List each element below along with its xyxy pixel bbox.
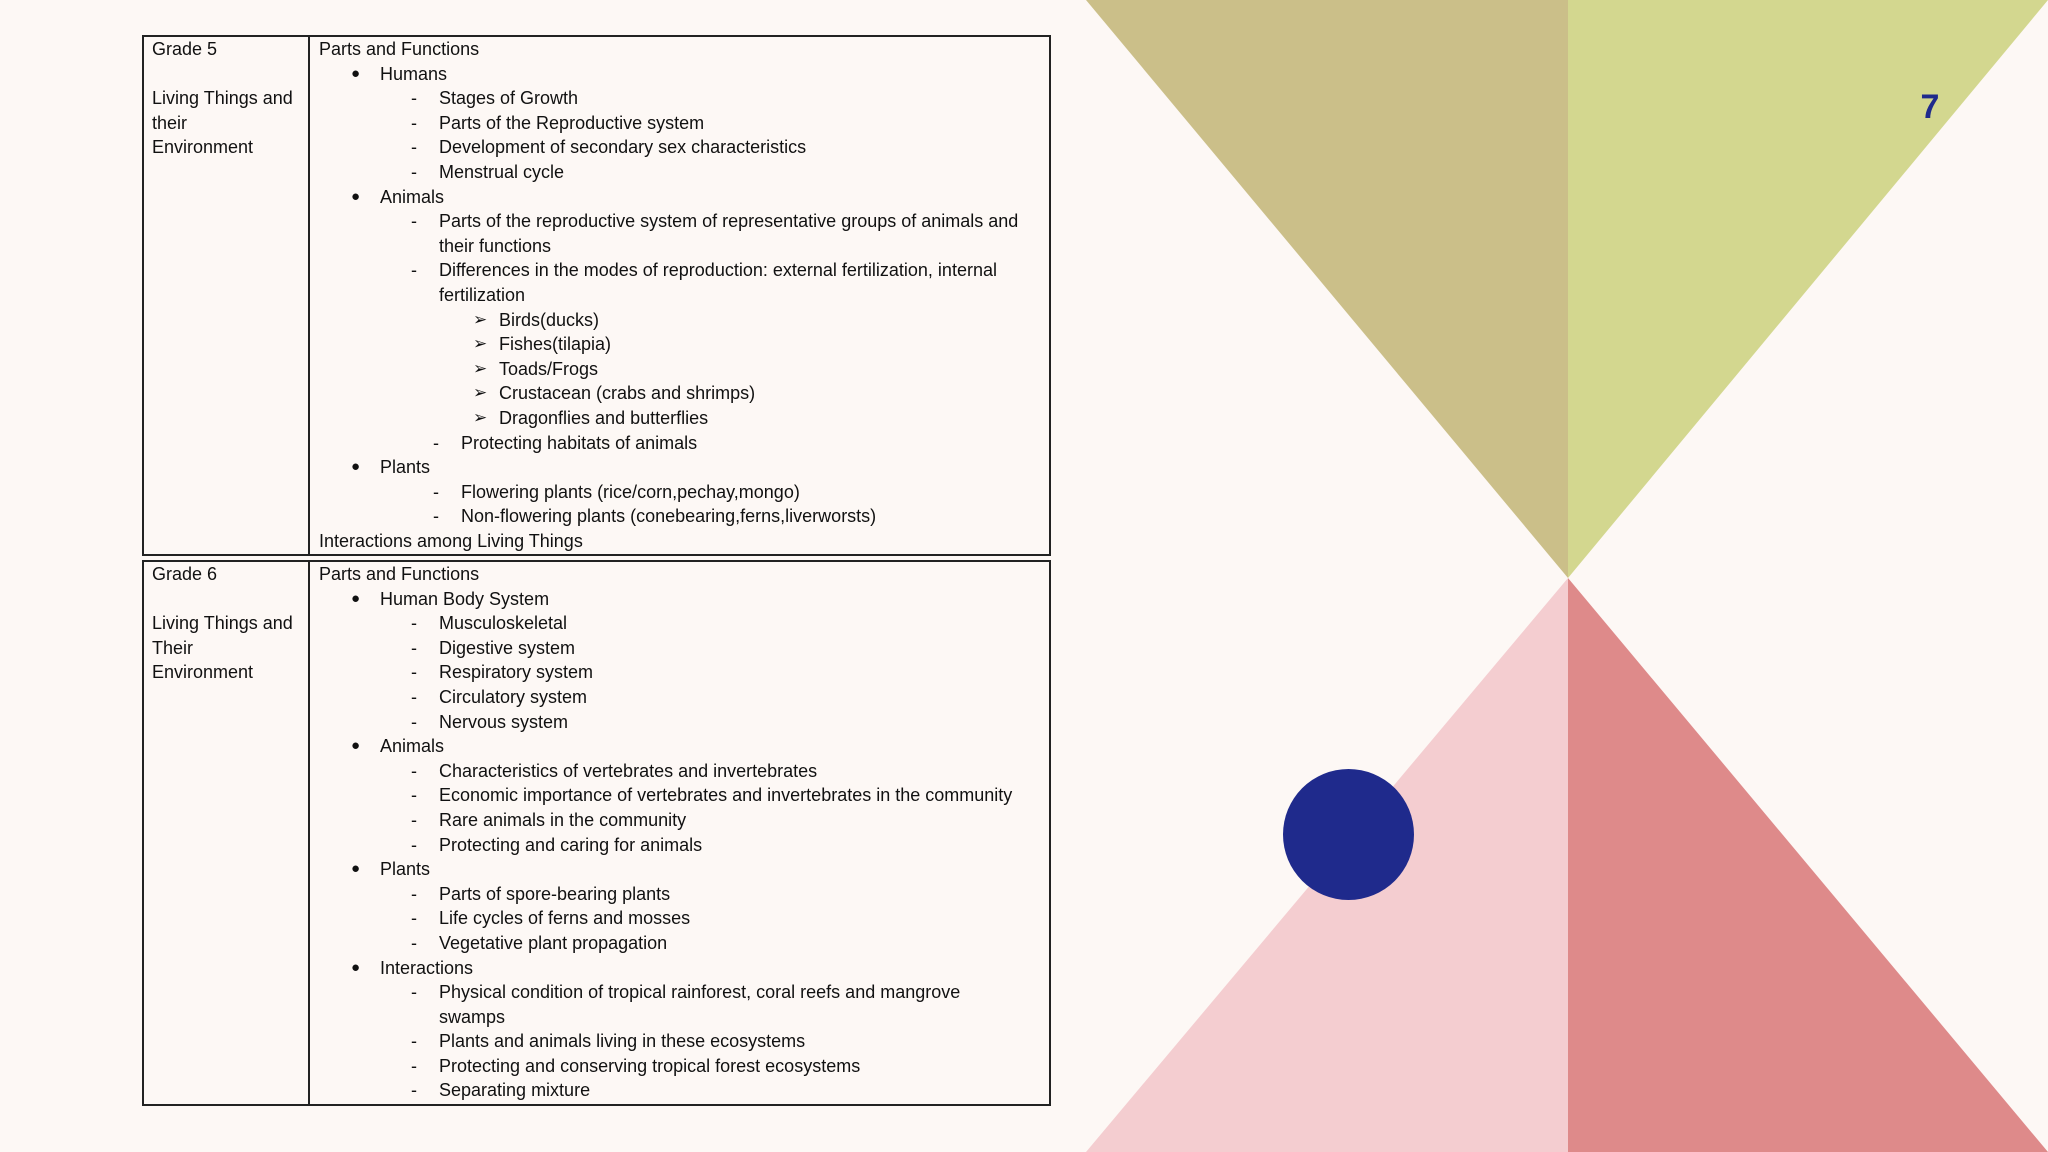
dash-icon: - bbox=[411, 1080, 417, 1101]
dash-icon: - bbox=[411, 686, 417, 707]
arrow-bullet-icon: ➢ bbox=[473, 358, 488, 378]
list-item: - Circulatory system bbox=[319, 685, 1045, 710]
list-item: - Flowering plants (rice/corn,pechay,mongo) bbox=[319, 480, 1045, 505]
dash-icon: - bbox=[411, 908, 417, 929]
topic-line: Living Things and bbox=[152, 88, 293, 109]
dash-icon: - bbox=[411, 785, 417, 806]
list-item: ● Animals bbox=[319, 185, 1045, 210]
dash-icon: - bbox=[411, 809, 417, 830]
table-row-grade6 bbox=[142, 560, 1051, 1106]
bullet-icon: ● bbox=[351, 589, 361, 607]
list-item: ➢ Dragonflies and butterflies bbox=[319, 406, 1045, 431]
list-item: - Protecting and conserving tropical forest ecosystems bbox=[319, 1054, 1045, 1079]
arrow-bullet-icon: ➢ bbox=[473, 334, 488, 354]
column-divider bbox=[308, 560, 310, 1106]
arrow-bullet-icon: ➢ bbox=[473, 309, 488, 329]
dash-icon: - bbox=[411, 613, 417, 634]
list-item: ● Animals bbox=[319, 734, 1045, 759]
bullet-icon: ● bbox=[351, 737, 361, 755]
topic-line: Living Things and bbox=[152, 613, 293, 634]
bullet-icon: ● bbox=[351, 458, 361, 476]
list-item: - Separating mixture bbox=[319, 1078, 1045, 1103]
grade-label: Grade 6 bbox=[152, 564, 218, 584]
dash-icon: - bbox=[411, 112, 417, 133]
list-item: - Nervous system bbox=[319, 710, 1045, 735]
green-triangle bbox=[1568, 0, 2048, 578]
list-item: ● Plants bbox=[319, 857, 1045, 882]
list-item: - Protecting habitats of animals bbox=[319, 431, 1045, 456]
bullet-icon: ● bbox=[351, 958, 361, 976]
grade-cell bbox=[152, 37, 302, 160]
dash-icon: - bbox=[411, 932, 417, 953]
dash-icon: - bbox=[411, 662, 417, 683]
dash-icon: - bbox=[411, 88, 417, 109]
arrow-bullet-icon: ➢ bbox=[473, 383, 488, 403]
topic-line: Their bbox=[152, 637, 194, 658]
dash-icon: - bbox=[411, 637, 417, 658]
dash-icon: - bbox=[411, 1031, 417, 1052]
list-item: ➢ Fishes(tilapia) bbox=[319, 332, 1045, 357]
list-item: ➢ Toads/Frogs bbox=[319, 357, 1045, 382]
dash-icon: - bbox=[411, 211, 417, 232]
list-item: - Non-flowering plants (conebearing,ferns,liverworsts) bbox=[319, 504, 1045, 529]
list-item: - Differences in the modes of reproduction: external fertilization, internal bbox=[319, 258, 1045, 283]
topic-line: Environment bbox=[152, 137, 254, 158]
grade-label: Grade 5 bbox=[152, 39, 218, 59]
list-item: - Rare animals in the community bbox=[319, 808, 1045, 833]
dash-icon: - bbox=[411, 260, 417, 281]
topic-line: Environment bbox=[152, 662, 254, 683]
navy-circle bbox=[1283, 769, 1414, 900]
olive-triangle bbox=[1086, 0, 1568, 578]
dash-icon: - bbox=[411, 982, 417, 1003]
list-item: ➢ Crustacean (crabs and shrimps) bbox=[319, 381, 1045, 406]
dash-icon: - bbox=[411, 883, 417, 904]
list-item: - Protecting and caring for animals bbox=[319, 833, 1045, 858]
bullet-icon: ● bbox=[351, 64, 361, 82]
dash-icon: - bbox=[411, 760, 417, 781]
list-item: - Digestive system bbox=[319, 636, 1045, 661]
topic-line: their bbox=[152, 112, 188, 133]
section-heading: Parts and Functions bbox=[319, 39, 480, 59]
list-item: - Characteristics of vertebrates and invertebrates bbox=[319, 759, 1045, 784]
content-cell bbox=[319, 562, 1045, 1103]
grade-cell bbox=[152, 562, 302, 685]
column-divider bbox=[308, 35, 310, 556]
list-item: ● Humans bbox=[319, 62, 1045, 87]
list-item-continuation: fertilization bbox=[439, 284, 526, 305]
list-item: - Life cycles of ferns and mosses bbox=[319, 906, 1045, 931]
dash-icon: - bbox=[411, 711, 417, 732]
section-heading: Parts and Functions bbox=[319, 564, 480, 584]
dash-icon: - bbox=[411, 161, 417, 182]
dash-icon: - bbox=[411, 1055, 417, 1076]
bullet-icon: ● bbox=[351, 187, 361, 205]
rose-triangle bbox=[1568, 578, 2048, 1152]
list-item: - Parts of spore-bearing plants bbox=[319, 882, 1045, 907]
content-cell bbox=[319, 37, 1045, 553]
section-footer: Interactions among Living Things bbox=[319, 530, 583, 551]
list-item: - Parts of the Reproductive system bbox=[319, 111, 1045, 136]
dash-icon: - bbox=[433, 506, 439, 527]
list-item: ➢ Birds(ducks) bbox=[319, 308, 1045, 333]
list-item-continuation: swamps bbox=[439, 1006, 506, 1027]
list-item: - Development of secondary sex characteristics bbox=[319, 135, 1045, 160]
page-number: 7 bbox=[1920, 88, 1940, 126]
list-item: ● Interactions bbox=[319, 956, 1045, 981]
list-item: - Plants and animals living in these ecosystems bbox=[319, 1029, 1045, 1054]
dash-icon: - bbox=[433, 432, 439, 453]
list-item: - Parts of the reproductive system of representative groups of animals and bbox=[319, 209, 1045, 234]
arrow-bullet-icon: ➢ bbox=[473, 407, 488, 427]
bullet-icon: ● bbox=[351, 860, 361, 878]
list-item: - Menstrual cycle bbox=[319, 160, 1045, 185]
list-item: ● Plants bbox=[319, 455, 1045, 480]
list-item: - Stages of Growth bbox=[319, 86, 1045, 111]
list-item: - Physical condition of tropical rainforest, coral reefs and mangrove bbox=[319, 980, 1045, 1005]
list-item: - Respiratory system bbox=[319, 660, 1045, 685]
table-row-grade5 bbox=[142, 35, 1051, 556]
dash-icon: - bbox=[411, 834, 417, 855]
list-item-continuation: their functions bbox=[439, 235, 552, 256]
list-item: - Economic importance of vertebrates and invertebrates in the community bbox=[319, 783, 1045, 808]
list-item: ● Human Body System bbox=[319, 587, 1045, 612]
list-item: - Vegetative plant propagation bbox=[319, 931, 1045, 956]
list-item: - Musculoskeletal bbox=[319, 611, 1045, 636]
dash-icon: - bbox=[411, 137, 417, 158]
dash-icon: - bbox=[433, 481, 439, 502]
